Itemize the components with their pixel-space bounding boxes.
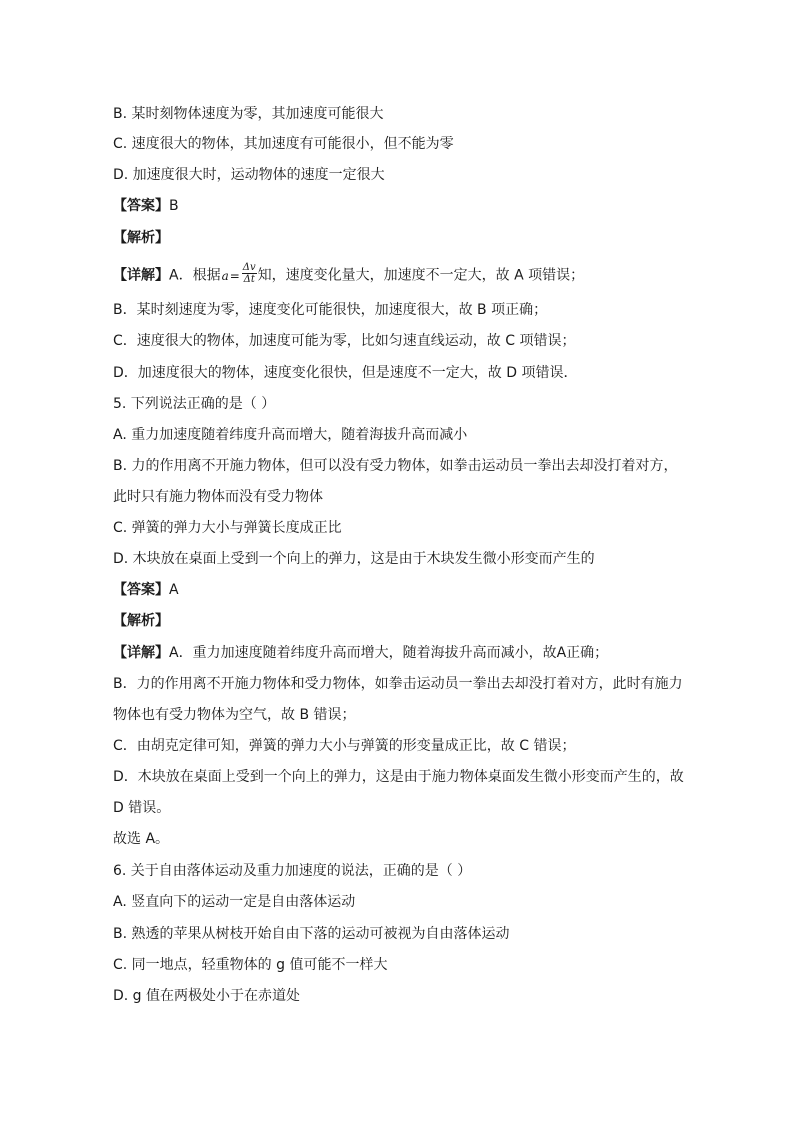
analysis-tag: 【解析】 [113,613,169,629]
q6-option-b: B. 熟透的苹果从树枝开始自由下落的运动可被视为自由落体运动 [113,926,510,942]
detail-tag: 【详解】 [113,267,169,284]
answer-value: B [169,198,179,214]
q4-detail-b: B．某时刻速度为零，速度变化可能很快，加速度很大，故 B 项正确； [113,302,548,318]
q6-stem: 6. 关于自由落体运动及重力加速度的说法，正确的是（ ） [113,863,472,879]
q5-option-b-line2: 此时只有施力物体而没有受力物体 [113,489,323,505]
q6-option-c: C. 同一地点，轻重物体的 g 值可能不一样大 [113,957,388,973]
formula-lhs: a [221,268,229,283]
q4-analysis-tag [113,229,169,247]
answer-tag: 【答案】 [113,198,169,214]
q4-detail-c: C．速度很大的物体，加速度可能为零，比如匀速直线运动，故 C 项错误； [113,333,576,349]
q5-detail-a [113,644,608,662]
detail-a-text: A．重力加速度随着纬度升高而增大，随着海拔升高而减小，故A正确； [169,645,609,661]
q5-option-b-line1: B. 力的作用离不开施力物体，但可以没有受力物体，如拳击运动员一拳出去却没打着对方， [113,458,678,474]
q5-conclusion: 故选 A。 [113,831,170,847]
analysis-tag: 【解析】 [113,230,169,246]
formula-numerator: Δv [242,262,256,273]
q4-detail-a [113,264,584,287]
answer-value: A [169,582,179,598]
q4-option-c: C. 速度很大的物体，其加速度有可能很小，但不能为零 [113,136,454,152]
q4-detail-d: D．加速度很大的物体，速度变化很快，但是速度不一定大，故 D 项错误． [113,365,578,381]
q5-detail-c: C．由胡克定律可知，弹簧的弹力大小与弹簧的形变量成正比，故 C 错误； [113,738,576,754]
formula-fraction [242,262,257,285]
q6-option-a: A. 竖直向下的运动一定是自由落体运动 [113,894,356,910]
q5-detail-b-line2: 物体也有受力物体为空气，故 B 错误； [113,707,356,723]
q5-detail-d-line1: D．木块放在桌面上受到一个向上的弹力，这是由于施力物体桌面发生微小形变而产生的，故 [113,769,684,785]
q5-option-d: D. 木块放在桌面上受到一个向上的弹力，这是由于木块发生微小形变而产生的 [113,551,595,567]
q5-detail-b-line1: B．力的作用离不开施力物体和受力物体，如拳击运动员一拳出去却没打着对方，此时有施力 [113,676,683,692]
q5-option-c: C. 弹簧的弹力大小与弹簧长度成正比 [113,520,342,536]
q4-option-d: D. 加速度很大时，运动物体的速度一定很大 [113,167,385,183]
detail-tag: 【详解】 [113,645,169,661]
q5-detail-d-line2: D 错误。 [113,800,171,816]
detail-a-prefix: A．根据 [169,267,221,284]
q6-option-d: D. g 值在两极处小于在赤道处 [113,988,301,1004]
q4-answer [113,197,179,215]
answer-tag: 【答案】 [113,582,169,598]
formula-denominator: Δt [243,274,255,285]
q5-analysis-tag [113,612,169,630]
detail-a-suffix: 知，速度变化量大，加速度不一定大，故 A 项错误； [257,267,585,284]
q5-stem: 5. 下列说法正确的是（ ） [113,396,276,412]
q5-option-a: A. 重力加速度随着纬度升高而增大，随着海拔升高而减小 [113,427,468,443]
formula-eq: = [229,268,240,283]
q5-answer [113,581,179,599]
q4-option-b: B. 某时刻物体速度为零，其加速度可能很大 [113,106,384,122]
